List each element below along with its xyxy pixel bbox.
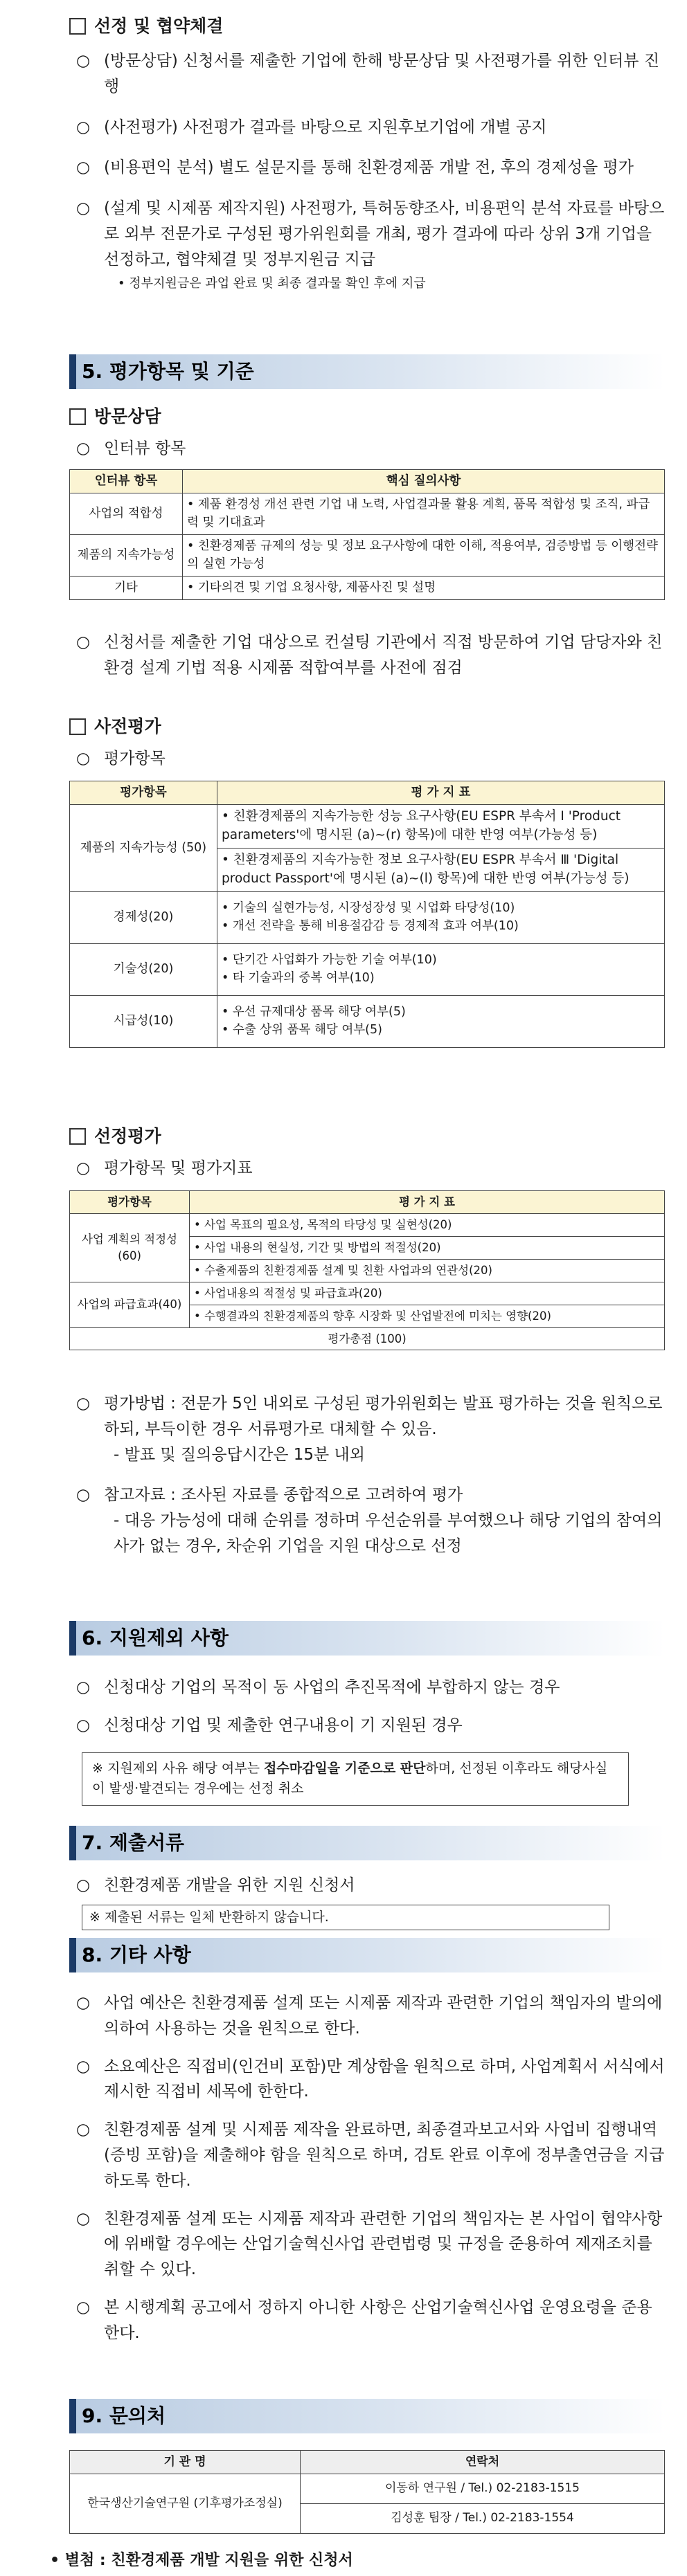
table-row: 사업의 적합성 • 제품 환경성 개선 관련 기업 내 노력, 사업결과물 활용 계획, 품목 적합성 및 조직, 파급력 및 기대효과 (70, 493, 665, 535)
visit-consult-heading: 방문상담 (69, 403, 665, 430)
table-row: 제품의 지속가능성 (50) • 친환경제품의 지속가능한 성능 요구사항(EU ESPR 부속서 Ⅰ 'Product parameters'에 명시된 (a)~(r) 항목)에 대한 반영 여부(가능성 등) (70, 805, 665, 849)
pre-eval-table: 평가항목 평 가 지 표 제품의 지속가능성 (50) • 친환경제품의 지속가능한 성능 요구사항(EU ESPR 부속서 Ⅰ 'Product parameters'에 명시된 (a)~(r) 항목)에 대한 반영 여부(가능성 등) • 친환경제품의 지속가능한 정보 요구사항(EU ESPR 부속서 Ⅲ 'Digital product Passport'에 명시된 (a)~(l) 항목)에 대한 반영 여부(가능성 등) 경제성(20) • 기술의 실현가능성, 시장성장성 및 시업화 타당성(10) • 개선 전략을 통해 비용절감감 등 경제적 효과 여부(10) 기술성(20) • 단기간 사업화가 가능한 기술 여부(10) • 타 기술과의 중복 여부(10) 시급성(10) • 우선 규제대상 품목 해당 여부(5) • 수출 상위 품목 해당 여부(5) (69, 781, 665, 1048)
selection-eval-heading: 선정평가 (69, 1123, 665, 1150)
visit-sub: ○ 인터뷰 항목 (76, 436, 665, 462)
list-item: ○ 친환경제품 개발을 위한 지원 신청서 (76, 1873, 665, 1898)
section-banner-6: 6. 지원제외 사항 (69, 1621, 665, 1656)
documents-note: ※ 제출된 서류는 일체 반환하지 않습니다. (82, 1905, 609, 1930)
list-item: ○ 소요예산은 직접비(인건비 포함)만 계상함을 원칙으로 하며, 사업계획서 서식에서 제시한 직접비 세목에 한한다. (76, 2054, 665, 2105)
section-banner-9: 9. 문의처 (69, 2399, 665, 2433)
table-row: • 친환경제품의 지속가능한 정보 요구사항(EU ESPR 부속서 Ⅲ 'Digital product Passport'에 명시된 (a)~(l) 항목)에 대한 반영 여부(가능성 등) (70, 849, 665, 892)
payment-note: • 정부지원금은 과업 완료 및 최종 결과물 확인 후에 지급 (118, 275, 426, 291)
list-item: ○ (비용편익 분석) 별도 설문지를 통해 친환경제품 개발 전, 후의 경제성을 평가 (76, 155, 665, 181)
checkbox-square-icon (69, 1128, 86, 1145)
selection-method: ○ 평가방법 : 전문가 5인 내외로 구성된 평가위원회는 발표 평가하는 것을 원칙으로 하되, 부득이한 경우 서류평가로 대체할 수 있음. - 발표 및 질의응답시간은 15분 내외 ○ 참고자료 : 조사된 자료를 종합적으로 고려하여 평가 - 대응 가능성에 대해 순위를 정하며 우선순위를 부여했으나 해당 기업의 참여의사가 없는 경우, 차순위 기업을 지원 대상으로 선정 (76, 1391, 665, 1559)
contact-table: 기 관 명 연락처 한국생산기술연구원 (기후평가조정실) 이동하 연구원 / Tel.) 02-2183-1515 김성훈 팀장 / Tel.) 02-2183-1554 (69, 2450, 665, 2534)
table-row: 한국생산기술연구원 (기후평가조정실) 이동하 연구원 / Tel.) 02-2183-1515 (70, 2474, 665, 2503)
list-item: ○ (방문상담) 신청서를 제출한 기업에 한해 방문상담 및 사전평가를 위한 인터뷰 진행 (76, 48, 665, 100)
attachment-footer: • 별첨 : 친환경제품 개발 지원을 위한 신청서 (50, 2552, 353, 2569)
exclusion-note: ※ 지원제외 사유 해당 여부는 접수마감일을 기준으로 판단하며, 선정된 이후라도 해당사실이 발생·발견되는 경우에는 선정 취소 (82, 1752, 629, 1806)
visit-after: ○ 신청서를 제출한 기업 대상으로 컨설팅 기관에서 직접 방문하여 기업 담당자와 친환경 설계 기법 적용 시제품 적합여부를 사전에 점검 (76, 630, 665, 681)
pre-eval-sub: ○ 평가항목 (76, 746, 665, 772)
checkbox-square-icon (69, 18, 86, 35)
table-row: 사업의 파급효과(40) • 사업내용의 적절성 및 파급효과(20) (70, 1282, 665, 1305)
section-banner-7: 7. 제출서류 (69, 1826, 665, 1860)
table-row: 사업 계획의 적정성(60) • 사업 목표의 필요성, 목적의 타당성 및 실현성(20) (70, 1213, 665, 1236)
table-row: 경제성(20) • 기술의 실현가능성, 시장성장성 및 시업화 타당성(10) • 개선 전략을 통해 비용절감감 등 경제적 효과 여부(10) (70, 891, 665, 943)
list-item: ○ 신청대상 기업 및 제출한 연구내용이 기 지원된 경우 (76, 1713, 665, 1739)
table-row: • 사업 내용의 현실성, 기간 및 방법의 적절성(20) (70, 1236, 665, 1259)
misc-list (76, 1990, 665, 2346)
list-item: ○ 친환경제품 설계 또는 시제품 제작과 관련한 기업의 책임자는 본 사업이 협약사항에 위배할 경우에는 산업기술혁신사업 관련법령 및 규정을 준용하여 제재조치를 취할 수 있다. (76, 2206, 665, 2283)
interview-table: 인터뷰 항목 핵심 질의사항 사업의 적합성 • 제품 환경성 개선 관련 기업 내 노력, 사업결과물 활용 계획, 품목 적합성 및 조직, 파급력 및 기대효과 제품의 지속가능성 • 친환경제품 규제의 성능 및 정보 요구사항에 대한 이해, 적용여부, 검증방법 등 이행전략의 실현 가능성 기타 • 기타의견 및 기업 요청사항, 제품사진 및 설명 (69, 469, 665, 600)
selection-eval-table: 평가항목 평 가 지 표 사업 계획의 적정성(60) • 사업 목표의 필요성, 목적의 타당성 및 실현성(20) • 사업 내용의 현실성, 기간 및 방법의 적절성(20) • 수출제품의 친환경제품 설계 및 친환 사업과의 연관성(20) 사업의 파급효과(40) • 사업내용의 적절성 및 파급효과(20) • 수행결과의 친환경제품의 향후 시장화 및 산업발전에 미치는 영향(20) 평가총점 (100) (69, 1190, 665, 1350)
selection-list (76, 48, 665, 293)
table-row: • 수행결과의 친환경제품의 향후 시장화 및 산업발전에 미치는 영향(20) (70, 1305, 665, 1327)
list-item: ○ (설계 및 시제품 제작지원) 사전평가, 특허동향조사, 비용편익 분석 자료를 바탕으로 외부 전문가로 구성된 평가위원회를 개최, 평가 결과에 따라 상위 3개 기업을 선정하고, 협약체결 및 정부지원금 지급 (76, 196, 665, 272)
table-row: • 수출제품의 친환경제품 설계 및 친환 사업과의 연관성(20) (70, 1259, 665, 1282)
section-heading: 선정 및 협약체결 (69, 12, 665, 40)
checkbox-square-icon (69, 408, 86, 425)
selection-eval-sub: ○ 평가항목 및 평가지표 (76, 1156, 665, 1181)
list-item: ○ 본 시행계획 공고에서 정하지 아니한 사항은 산업기술혁신사업 운영요령을 준용한다. (76, 2295, 665, 2346)
table-row: 제품의 지속가능성 • 친환경제품 규제의 성능 및 정보 요구사항에 대한 이해, 적용여부, 검증방법 등 이행전략의 실현 가능성 (70, 535, 665, 577)
table-row: 평가총점 (100) (70, 1327, 665, 1350)
list-item: ○ 사업 예산은 친환경제품 설계 또는 시제품 제작과 관련한 기업의 책임자의 발의에 의하여 사용하는 것을 원칙으로 한다. (76, 1990, 665, 2042)
table-row: 시급성(10) • 우선 규제대상 품목 해당 여부(5) • 수출 상위 품목 해당 여부(5) (70, 995, 665, 1047)
list-item: ○ (사전평가) 사전평가 결과를 바탕으로 지원후보기업에 개별 공지 (76, 115, 665, 140)
table-row: 기술성(20) • 단기간 사업화가 가능한 기술 여부(10) • 타 기술과의 중복 여부(10) (70, 943, 665, 995)
checkbox-square-icon (69, 718, 86, 735)
pre-eval-heading: 사전평가 (69, 713, 665, 741)
exclusion-list (76, 1675, 665, 1739)
list-item: ○ 신청대상 기업의 목적이 동 사업의 추진목적에 부합하지 않는 경우 (76, 1675, 665, 1700)
documents-list (76, 1873, 665, 1898)
section-banner-8: 8. 기타 사항 (69, 1938, 665, 1972)
table-row: 기타 • 기타의견 및 기업 요청사항, 제품사진 및 설명 (70, 576, 665, 599)
table-row: 김성훈 팀장 / Tel.) 02-2183-1554 (70, 2503, 665, 2533)
list-item: ○ 친환경제품 설계 및 시제품 제작을 완료하면, 최종결과보고서와 사업비 집행내역(증빙 포함)을 제출해야 함을 원칙으로 하며, 검토 완료 이후에 정부출연금을 지급하도록 한다. (76, 2117, 665, 2193)
section-banner-5: 5. 평가항목 및 기준 (69, 354, 665, 389)
section-selection (69, 12, 665, 40)
